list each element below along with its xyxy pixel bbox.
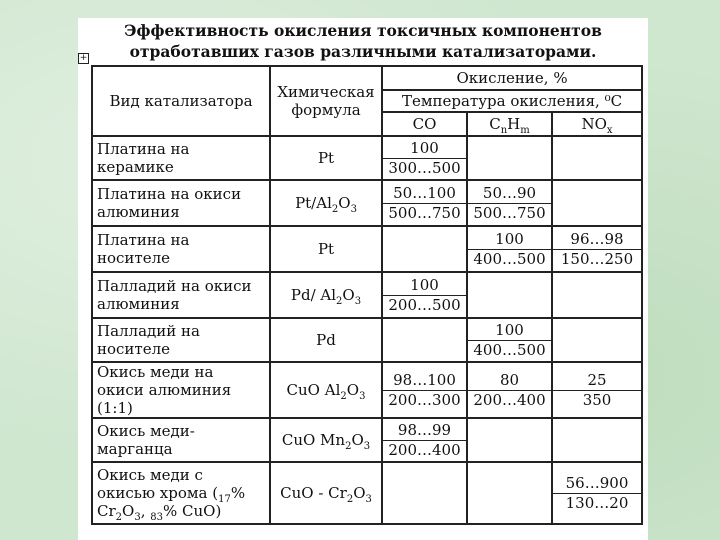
catalyst-name: Платина на носителе — [92, 226, 270, 272]
co-cell — [382, 136, 467, 180]
catalyst-name: Платина на керамике — [92, 136, 270, 180]
oxidation-temperature: 150…250 — [560, 249, 634, 268]
oxidation-temperature: 400…500 — [473, 340, 546, 359]
oxidation-percent: 100 — [468, 321, 551, 341]
co-cell — [382, 418, 467, 462]
cnhm-cell — [467, 362, 552, 418]
table-row — [92, 226, 642, 272]
cnhm-cell — [467, 318, 552, 362]
oxidation-temperature: 200…500 — [388, 295, 461, 314]
catalyst-name: Окись меди с окисью хрома ($_{17}\%$ $Cr_2O_3$, $_{83}$% CuO) — [92, 462, 270, 524]
table-row — [92, 136, 642, 180]
cnhm-cell — [467, 462, 552, 524]
catalyst-formula: Pd/ $Al_2O_3$ — [270, 272, 382, 318]
oxidation-percent: 98…100 — [383, 371, 466, 391]
co-cell — [382, 272, 467, 318]
oxidation-temperature: 200…400 — [473, 390, 546, 409]
table-row — [92, 418, 642, 462]
nox-cell — [552, 272, 642, 318]
table-row — [92, 318, 642, 362]
oxidation-percent: 100 — [468, 230, 551, 250]
cnhm-cell — [467, 418, 552, 462]
nox-cell — [552, 180, 642, 226]
header-co: CO — [382, 112, 467, 136]
oxidation-percent: 100 — [383, 139, 466, 159]
oxidation-temperature: 300…500 — [388, 158, 461, 177]
oxidation-percent: 98…99 — [383, 421, 466, 441]
title-line-2: отработавших газов различными катализаторами. — [129, 42, 597, 61]
co-cell — [382, 180, 467, 226]
catalyst-formula: CuO $Mn_2O_3$ — [270, 418, 382, 462]
oxidation-temperature: 200…300 — [388, 390, 461, 409]
catalyst-formula: Pt — [270, 226, 382, 272]
table-row — [92, 462, 642, 524]
header-oxidation: Окисление, % — [382, 66, 642, 90]
slide-title — [78, 20, 648, 62]
header-formula: Химическая формула — [270, 66, 382, 136]
header-nox: $NO_x$ — [552, 112, 642, 136]
cnhm-cell — [467, 180, 552, 226]
co-cell — [382, 226, 467, 272]
co-cell — [382, 318, 467, 362]
cnhm-cell — [467, 226, 552, 272]
catalyst-name: Палладий на окиси алюминия — [92, 272, 270, 318]
catalyst-name: Платина на окиси алюминия — [92, 180, 270, 226]
slide — [78, 18, 648, 540]
nox-cell — [552, 418, 642, 462]
oxidation-temperature: 500…750 — [473, 203, 546, 222]
oxidation-percent: 96…98 — [553, 230, 641, 250]
catalyst-table — [91, 65, 643, 525]
catalyst-formula: CuO $Al_2O_3$ — [270, 362, 382, 418]
table-row — [92, 180, 642, 226]
header-temperature: Температура окисления, ⁰С — [382, 90, 642, 112]
oxidation-percent: 50…100 — [383, 184, 466, 204]
oxidation-percent: 100 — [383, 276, 466, 296]
oxidation-temperature: 350 — [582, 390, 612, 409]
oxidation-temperature: 130…20 — [565, 493, 629, 512]
cnhm-cell — [467, 136, 552, 180]
catalyst-formula: Pd — [270, 318, 382, 362]
catalyst-name: Окись меди-марганца — [92, 418, 270, 462]
oxidation-percent: 80 — [468, 371, 551, 391]
oxidation-percent: 56…900 — [553, 474, 641, 494]
header-catalyst-type: Вид катализатора — [92, 66, 270, 136]
cnhm-cell — [467, 272, 552, 318]
nox-cell — [552, 362, 642, 418]
co-cell — [382, 362, 467, 418]
table-row — [92, 362, 642, 418]
oxidation-percent: 50…90 — [468, 184, 551, 204]
catalyst-formula: $Pt/Al_2O_3$ — [270, 180, 382, 226]
nox-cell — [552, 226, 642, 272]
catalyst-formula: CuO - $Cr_2O_3$ — [270, 462, 382, 524]
nox-cell — [552, 136, 642, 180]
catalyst-name: Окись меди на окиси алюминия (1:1) — [92, 362, 270, 418]
oxidation-temperature: 400…500 — [473, 249, 546, 268]
table-row — [92, 272, 642, 318]
catalyst-formula: Pt — [270, 136, 382, 180]
nox-cell — [552, 318, 642, 362]
title-line-1: Эффективность окисления токсичных компонентов — [124, 21, 602, 40]
header-cnhm: $C_nH_m$ — [467, 112, 552, 136]
oxidation-temperature: 500…750 — [388, 203, 461, 222]
oxidation-temperature: 200…400 — [388, 440, 461, 459]
co-cell — [382, 462, 467, 524]
table-move-handle-icon[interactable]: + — [79, 53, 88, 63]
catalyst-name: Палладий на носителе — [92, 318, 270, 362]
nox-cell — [552, 462, 642, 524]
oxidation-percent: 25 — [553, 371, 641, 391]
